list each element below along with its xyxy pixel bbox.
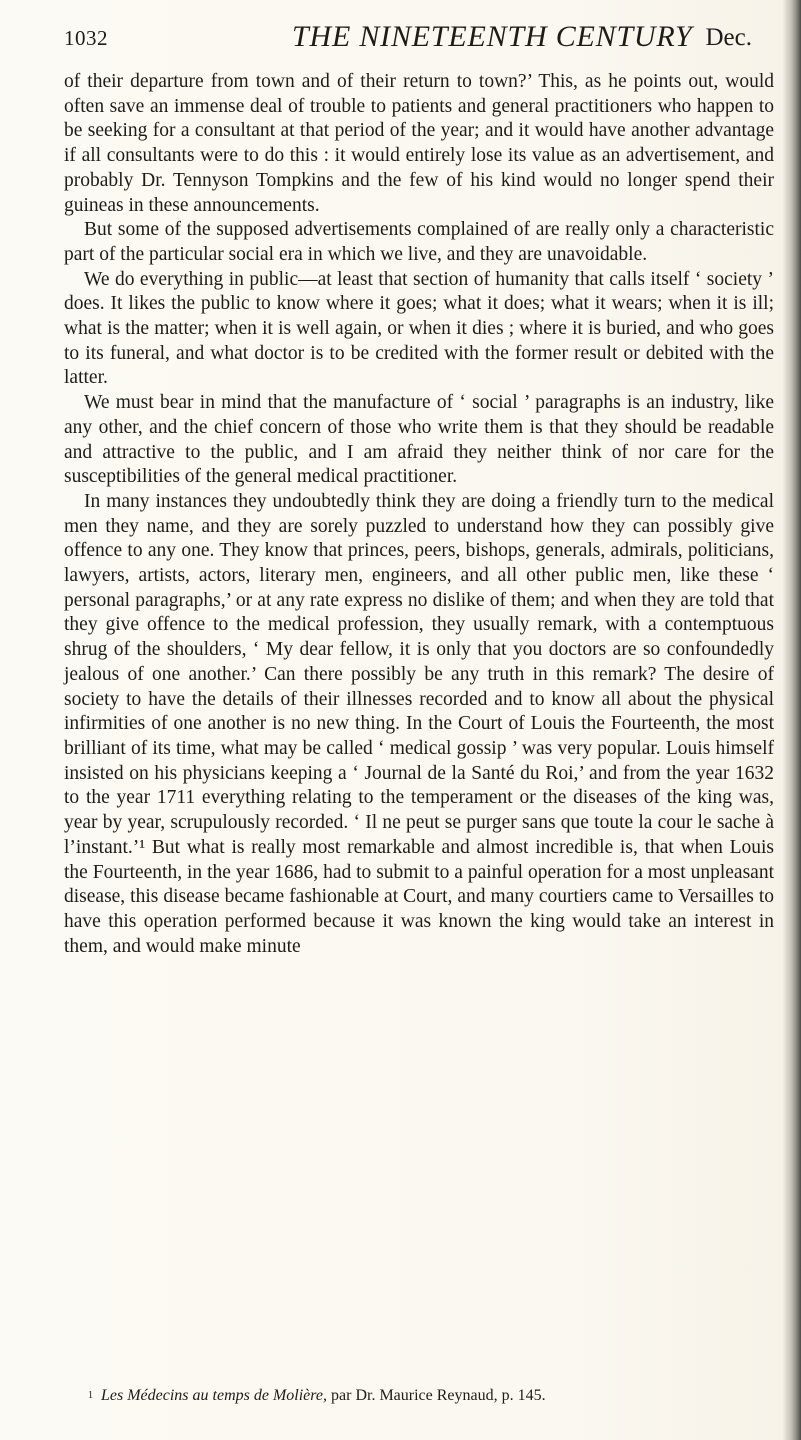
paragraph-2: But some of the supposed advertisements complained of are really only a characteristic part of the particular social era in which we live, and they are unavoidable. xyxy=(64,219,774,265)
footnote-mark: 1 xyxy=(88,1390,93,1401)
running-date: Dec. xyxy=(705,24,752,51)
footnote-title: Les Médecins au temps de Molière, xyxy=(101,1387,328,1404)
paragraph-3: We do everything in public—at least that section of humanity that calls itself ‘ society ’ does. It likes the public to know where it goes; what it does; what it wears; when it is ill; what is the matter; when it is well again, or when it dies ; where it is buried, and who goes to its funeral, and what doctor is to be credited with the former result or debited with the latter. xyxy=(64,268,774,389)
running-title: THE NINETEENTH CENTURY xyxy=(292,20,693,53)
page-edge-shadow xyxy=(783,0,801,1440)
footnote xyxy=(88,1386,758,1406)
body-text xyxy=(64,70,774,959)
paragraph-1: of their departure from town and of their return to town?’ This, as he points out, would often save an immense deal of trouble to patients and general practitioners who happen to be seeking for a consultant at that period of the year; and it would have another advantage if all consultants were to do this : it would entirely lose its value as an advertisement, and probably Dr. Tennyson Tompkins and the few of his kind would no longer spend their guineas in these announcements. xyxy=(64,71,774,216)
paragraph-5: In many instances they undoubtedly think they are doing a friendly turn to the medical men they name, and they are sorely puzzled to understand how they can possibly give offence to any one. They know that princes, peers, bishops, generals, admirals, politicians, lawyers, artists, actors, literary men, engineers, and all other public men, like these ‘ personal paragraphs,’ or at any rate express no dislike of them; and when they are told that they give offence to the medical profession, they usually remark, with a contemptuous shrug of the shoulders, ‘ My dear fellow, it is only that you doctors are so confoundedly jealous of one another.’ Can there possibly be any truth in this remark? The desire of society to have the details of their illnesses recorded and to know all about the physical infirmities of one another is no new thing. In the Court of Louis the Fourteenth, the most brilliant of its time, what may be called ‘ medical gossip ’ was very popular. Louis himself insisted on his physicians keeping a ‘ Journal de la Santé du Roi,’ and from the year 1632 to the year 1711 everything relating to the temperament or the diseases of the king was, year by year, scrupulously recorded. ‘ Il ne peut se purger sans que toute la cour le sache à l’instant.’¹ But what is really most remarkable and almost incredible is, that when Louis the Fourteenth, in the year 1686, had to submit to a painful operation for a most unpleasant disease, this disease became fashionable at Court, and many courtiers came to Versailles to have this operation performed because it was known the king would take an interest in them, and would make minute xyxy=(64,490,774,957)
running-header xyxy=(64,18,776,62)
paragraph-4: We must bear in mind that the manufacture of ‘ social ’ paragraphs is an industry, like any other, and the chief concern of those who write them is that they should be readable and attractive to the public, and I am afraid they neither think of nor care for the susceptibilities of the general medical practitioner. xyxy=(64,392,774,488)
footnote-rest: par Dr. Maurice Reynaud, p. 145. xyxy=(327,1387,546,1404)
page-number: 1032 xyxy=(64,26,108,50)
